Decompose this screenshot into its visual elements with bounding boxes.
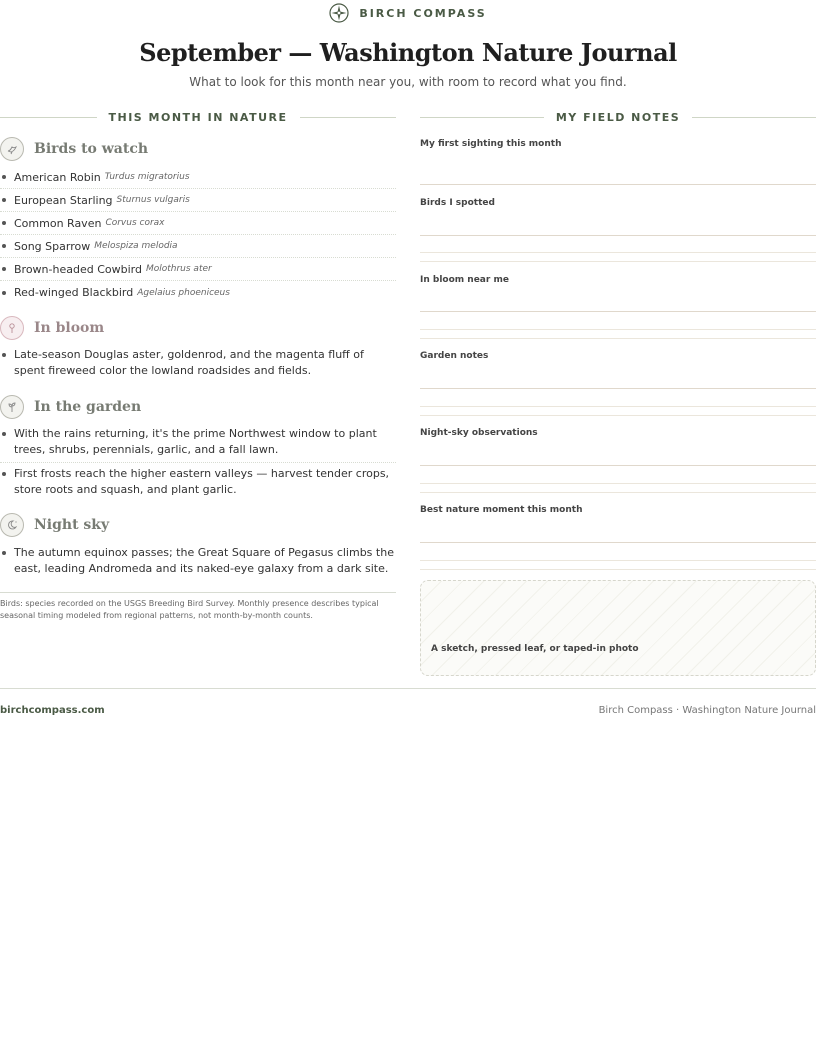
in-bloom-field[interactable] [420, 338, 816, 339]
field-label-best-moment: Best nature moment this month [420, 505, 583, 515]
garden-section-title: In the garden [34, 399, 142, 415]
bullet [2, 175, 6, 179]
bird-common-name: Red-winged Blackbird [14, 286, 134, 299]
list-item [0, 189, 396, 212]
bullet [2, 221, 6, 225]
list-item [0, 466, 396, 498]
bird-list [0, 166, 396, 304]
divider [300, 117, 397, 118]
night-sky-field[interactable] [420, 483, 816, 484]
field-label-in-bloom: In bloom near me [420, 275, 509, 285]
compass-icon [329, 3, 349, 23]
first-sighting-field[interactable] [420, 184, 816, 185]
in-bloom-field[interactable] [420, 329, 816, 330]
list-item [0, 347, 396, 379]
sprout-icon [0, 395, 24, 419]
bullet [2, 432, 6, 436]
divider [692, 117, 816, 118]
night-section-title: Night sky [34, 517, 110, 533]
garden-text: First frosts reach the higher eastern valleys — harvest tender crops, store roots and squash, and plant garlic. [14, 467, 390, 496]
photo-box-label: A sketch, pressed leaf, or taped-in photo [431, 644, 639, 654]
field-label-first-sighting: My first sighting this month [420, 139, 562, 149]
garden-notes-field[interactable] [420, 406, 816, 407]
night-text: The autumn equinox passes; the Great Square of Pegasus climbs the east, leading Andromeda and its naked-eye galaxy from a dark site. [14, 546, 394, 575]
divider [0, 117, 97, 118]
birds-spotted-field[interactable] [420, 261, 816, 262]
night-sky-field[interactable] [420, 465, 816, 466]
bullet [2, 353, 6, 357]
bloom-section-header [0, 316, 104, 340]
in-bloom-field[interactable] [420, 311, 816, 312]
divider [0, 462, 396, 463]
night-sky-field[interactable] [420, 492, 816, 493]
bullet [2, 472, 6, 476]
bird-common-name: Common Raven [14, 216, 102, 230]
field-label-garden-notes: Garden notes [420, 351, 489, 361]
field-label-night-sky: Night-sky observations [420, 428, 538, 438]
bird-common-name: European Starling [14, 193, 113, 207]
list-item [0, 281, 396, 304]
bullet [2, 551, 6, 555]
list-item [0, 258, 396, 281]
bullet [2, 291, 6, 295]
birds-section-title: Birds to watch [34, 141, 149, 157]
photo-box[interactable] [420, 580, 816, 676]
bird-scientific-name: Molothrus ater [145, 264, 212, 274]
footer-credit: Birch Compass · Washington Nature Journal [598, 705, 816, 716]
bird-common-name: Song Sparrow [14, 239, 91, 253]
list-item [0, 212, 396, 235]
field-label-birds-spotted: Birds I spotted [420, 198, 495, 208]
list-item [0, 545, 396, 577]
brand-header [0, 2, 816, 24]
garden-notes-field[interactable] [420, 388, 816, 389]
bird-scientific-name: Turdus migratorius [104, 172, 190, 182]
best-moment-field[interactable] [420, 569, 816, 570]
bullet [2, 267, 6, 271]
birds-section-header [0, 137, 148, 161]
bullet [2, 244, 6, 248]
list-item [0, 166, 396, 189]
list-item [0, 235, 396, 258]
bloom-text: Late-season Douglas aster, goldenrod, and the magenta fluff of spent fireweed color the lowland roadsides and fields. [14, 348, 364, 377]
footer-divider [0, 688, 816, 689]
bird-scientific-name: Sturnus vulgaris [116, 195, 190, 205]
bird-scientific-name: Agelaius phoeniceus [137, 287, 230, 298]
page-subtitle: What to look for this month near you, with room to record what you find. [189, 75, 627, 89]
best-moment-field[interactable] [420, 542, 816, 543]
list-item [0, 426, 396, 458]
birds-spotted-field[interactable] [420, 235, 816, 236]
garden-section-header [0, 395, 141, 419]
page-title: September — Washington Nature Journal [139, 38, 677, 67]
left-heading-text: THIS MONTH IN NATURE [108, 110, 288, 124]
bird-common-name: Brown-headed Cowbird [14, 262, 142, 276]
garden-notes-field[interactable] [420, 415, 816, 416]
bird-common-name: American Robin [14, 170, 101, 184]
garden-text: With the rains returning, it's the prime Northwest window to plant trees, shrubs, perennials, garlic, and a fall lawn. [14, 427, 377, 456]
bullet [2, 198, 6, 202]
bird-icon [0, 137, 24, 161]
best-moment-field[interactable] [420, 560, 816, 561]
bloom-section-title: In bloom [34, 320, 105, 336]
left-column-heading [0, 110, 396, 124]
bird-scientific-name: Corvus corax [105, 218, 165, 228]
moon-stars-icon [0, 513, 24, 537]
brand-name: BIRCH COMPASS [359, 6, 487, 20]
flower-icon [0, 316, 24, 340]
bird-scientific-name: Melospiza melodia [94, 241, 178, 251]
footer-site[interactable]: birchcompass.com [0, 705, 105, 716]
right-heading-text: MY FIELD NOTES [555, 110, 681, 124]
birds-spotted-field[interactable] [420, 252, 816, 253]
right-column-heading [420, 110, 816, 124]
night-section-header [0, 513, 109, 537]
footnote: Birds: species recorded on the USGS Breeding Bird Survey. Monthly presence describes typical seasonal timing modeled from regional patterns, not month-by-month counts. [0, 592, 396, 622]
divider [420, 117, 544, 118]
